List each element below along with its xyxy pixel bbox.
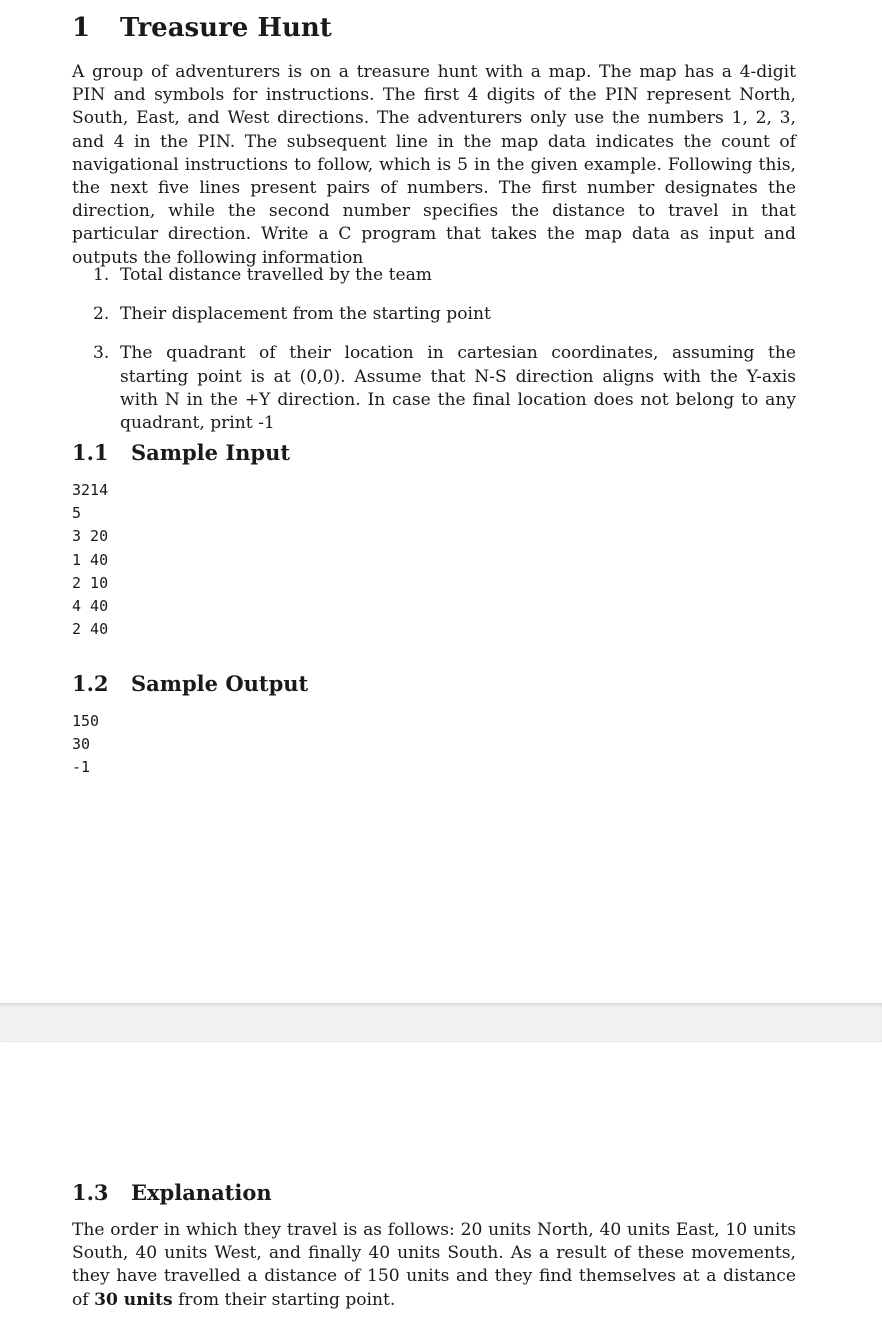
list-item-text: Total distance travelled by the team [120, 265, 432, 285]
subsection-number: 1.3 [72, 1180, 109, 1205]
list-item-text: Their displacement from the starting point [120, 304, 491, 325]
code-line: 2 40 [72, 620, 109, 639]
code-line: 150 [72, 712, 100, 730]
list-item-marker: 1. [93, 265, 110, 285]
section-heading [72, 10, 332, 46]
sample-input-heading [72, 439, 290, 467]
requirements-list [93, 264, 796, 435]
list-item-marker: 3. [93, 343, 110, 364]
list-item-text: The quadrant of their location in cartesian coordinates, assuming the starting point is at (0,0). Assume that N-S direction aligns with the Y-axis with N in the +Y direction. In case the final location does not belong to any quadrant, print -1 [120, 343, 796, 434]
explanation-block [72, 1219, 796, 1312]
section-number: 1 [72, 13, 91, 43]
code-line: 30 [72, 735, 91, 754]
code-line: -1 [72, 758, 91, 777]
code-line: 5 [72, 504, 82, 523]
code-line: 4 40 [72, 596, 109, 615]
intro-paragraph: A group of adventurers is on a treasure hunt with a map. The map has a 4-digit PIN and symbols for instructions. The first 4 digits of the PIN represent North, South, East, and West directions. The adventurers only use the numbers 1, 2, 3, and 4 in the PIN. The subsequent line in the map data indicates the count of navigational instructions to follow, which is 5 in the given example. Following this, the next five lines present pairs of numbers. The first number designates the direction, while the second number specifies the distance to travel in that particular direction. Write a C program that takes the map data as input and outputs the following information [72, 62, 796, 268]
code-line: 1 40 [72, 550, 109, 569]
explanation-text-end: from their starting point. [172, 1289, 396, 1310]
code-line: 3214 [72, 481, 109, 499]
explanation-bold-text: 30 units [94, 1289, 173, 1310]
code-line: 2 10 [72, 573, 109, 592]
section-title: Treasure Hunt [120, 13, 332, 43]
sample-input-code [72, 479, 108, 641]
intro-block [72, 61, 796, 270]
page-separator [0, 1003, 882, 1042]
list-item [93, 303, 796, 326]
list-item-marker: 2. [93, 304, 110, 325]
sample-output-code [72, 710, 99, 780]
explanation-paragraph [72, 1219, 796, 1312]
sample-output-heading [72, 670, 308, 698]
subsection-number: 1.2 [72, 671, 109, 696]
list-item [93, 342, 796, 435]
subsection-number: 1.1 [72, 440, 109, 465]
subsection-title: Sample Output [131, 671, 309, 696]
code-line: 3 20 [72, 527, 109, 546]
explanation-heading [72, 1179, 272, 1207]
subsection-title: Explanation [131, 1180, 272, 1205]
list-item [93, 264, 796, 287]
document-page-2 [0, 1042, 882, 1339]
explanation-text: The order in which they travel is as follows: 20 units North, 40 units East, 10 units South, 40 units West, and finally 40 units South. As a result of these movements, they have travelled a distance of 150 units and they find themselves at a distance of [72, 1220, 796, 1310]
subsection-title: Sample Input [131, 440, 291, 465]
